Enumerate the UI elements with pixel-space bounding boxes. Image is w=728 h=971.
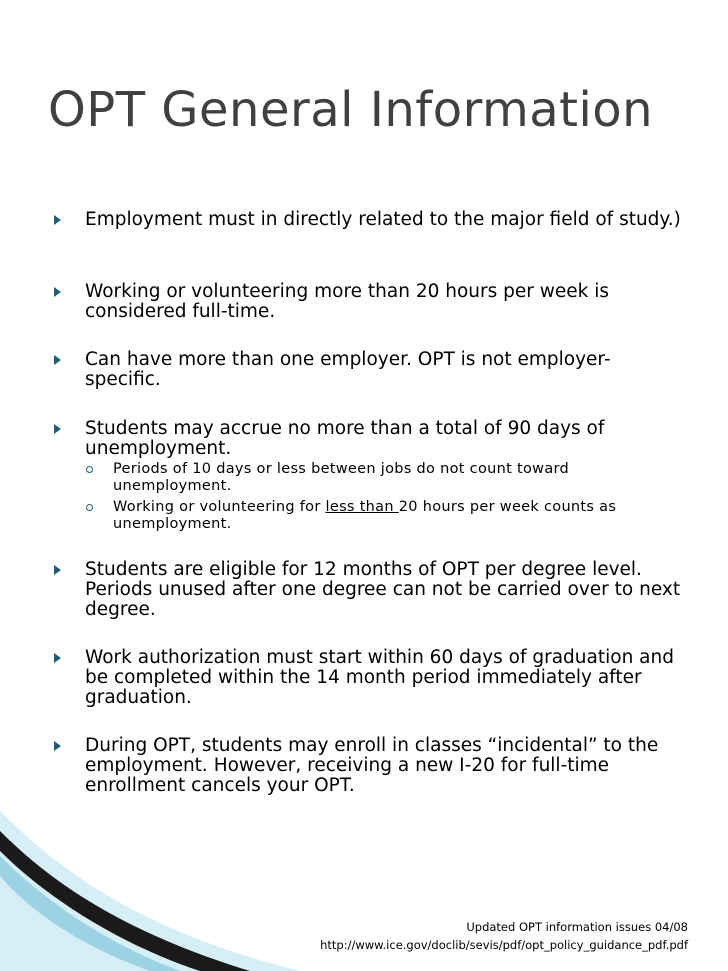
sub-bullet-ring-icon [86,504,93,511]
bullet-arrow-icon [54,424,61,434]
sub-bullet-text: Periods of 10 days or less between jobs do not count toward unemployment. [113,461,570,494]
bullet-arrow-icon [54,653,61,663]
bullet-text: Working or volunteering more than 20 hours per week is considered full-time. [85,281,610,322]
bullet-text: Students are eligible for 12 months of OPT per degree level. Periods unused after one degree can not be carried over to next degree. [85,559,681,620]
bullet-arrow-icon [54,287,61,297]
footer-update-note: Updated OPT information issues 04/08 [466,920,688,934]
slide-title: OPT General Information [48,82,654,138]
bullet-text: Work authorization must start within 60 days of graduation and be completed within the 14 month period immediately after graduation. [85,647,674,708]
bullet-arrow-icon [54,741,61,751]
bullet-text: Students may accrue no more than a total of 90 days of unemployment. [85,418,605,459]
bullet-text: During OPT, students may enroll in classes “incidental” to the employment. However, receiving a new I-20 for full-time enrollment cancels your OPT. [85,735,659,796]
footer-source-link: http://www.ice.gov/doclib/sevis/pdf/opt_policy_guidance_pdf.pdf [320,938,688,952]
sub-bullet-text [113,499,683,533]
bullet-text: Can have more than one employer. OPT is not employer-specific. [85,349,611,390]
corner-swoosh-decoration [0,811,300,971]
sub-bullet-text-start: Working or volunteering for [113,499,326,515]
bullet-arrow-icon [54,355,61,365]
sub-bullet-text-end: 20 hours per week counts as unemployment. [113,499,617,532]
bullet-arrow-icon [54,215,61,225]
sub-bullet-ring-icon [86,466,93,473]
underlined-phrase: less than [325,499,399,515]
bullet-arrow-icon [54,565,61,575]
bullet-text: Employment must in directly related to the major field of study.) [85,209,681,230]
